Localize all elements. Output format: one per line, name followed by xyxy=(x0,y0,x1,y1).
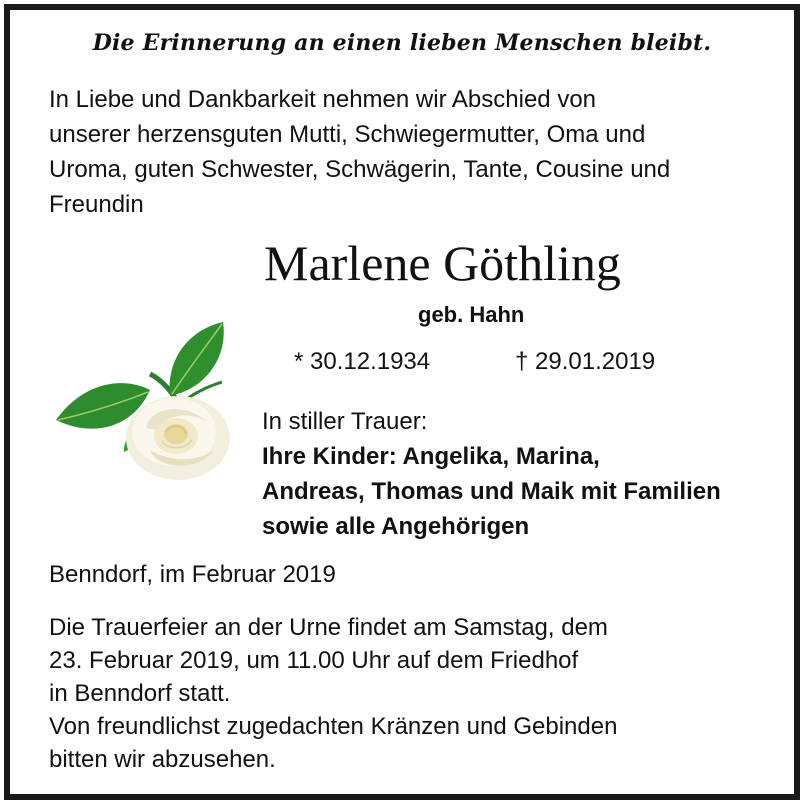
service-line: Von freundlichst zugedachten Kränzen und Gebinden xyxy=(49,713,618,740)
intro-line: unserer herzensguten Mutti, Schwiegermutter, Oma und xyxy=(49,121,646,148)
service-line: bitten wir abzusehen. xyxy=(49,746,276,773)
place-date: Benndorf, im Februar 2019 xyxy=(49,561,336,588)
death-date: † 29.01.2019 xyxy=(515,348,656,375)
intro-text xyxy=(49,82,769,222)
mourners-line: Andreas, Thomas und Maik mit Familien xyxy=(262,478,721,505)
deceased-name: Marlene Göthling xyxy=(264,235,621,291)
born-name: geb. Hahn xyxy=(418,302,525,327)
mourners-intro: In stiller Trauer: xyxy=(262,408,428,435)
intro-line: Freundin xyxy=(49,191,144,218)
obituary-notice xyxy=(4,4,800,800)
intro-line: Uroma, guten Schwester, Schwägerin, Tante, Cousine und xyxy=(49,156,671,183)
white-rose-icon xyxy=(38,310,248,485)
mourners-line: Ihre Kinder: Angelika, Marina, xyxy=(262,443,600,470)
service-info xyxy=(49,611,769,776)
mourners-block xyxy=(262,404,782,544)
birth-date: * 30.12.1934 xyxy=(294,348,431,375)
headline: Die Erinnerung an einen lieben Menschen bleibt. xyxy=(92,30,712,56)
service-line: in Benndorf statt. xyxy=(49,680,231,707)
mourners-line: sowie alle Angehörigen xyxy=(262,513,530,540)
intro-line: In Liebe und Dankbarkeit nehmen wir Abschied von xyxy=(49,86,597,113)
service-line: 23. Februar 2019, um 11.00 Uhr auf dem Friedhof xyxy=(49,647,579,674)
service-line: Die Trauerfeier an der Urne findet am Samstag, dem xyxy=(49,614,608,641)
